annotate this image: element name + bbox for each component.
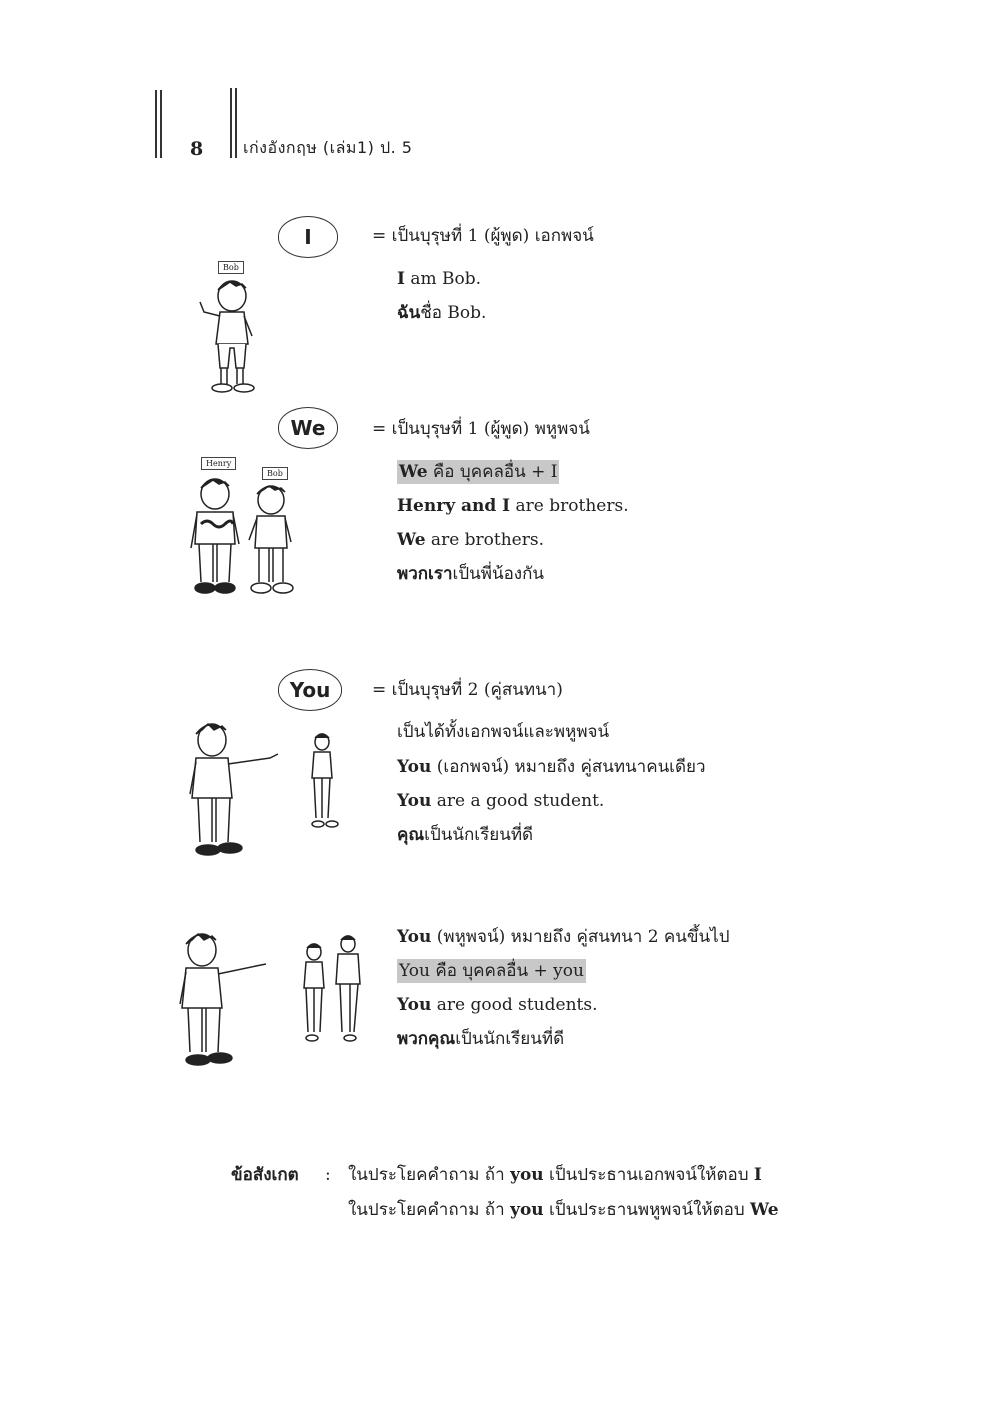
example-bold: คุณ bbox=[397, 825, 425, 845]
example-line bbox=[397, 528, 544, 552]
header-rule bbox=[160, 90, 162, 158]
example-line bbox=[397, 993, 597, 1017]
name-tag-bob: Bob bbox=[262, 467, 288, 480]
example-text: are brothers. bbox=[510, 496, 629, 516]
example-bold: You bbox=[397, 791, 432, 811]
note-colon: : bbox=[325, 1165, 331, 1185]
example-text: เป็นพี่น้องกัน bbox=[452, 564, 545, 584]
header-rule bbox=[230, 88, 232, 158]
example-bold: พวกเรา bbox=[397, 564, 453, 584]
example-text: (เอกพจน์) หมายถึง คู่สนทนาคนเดียว bbox=[431, 757, 706, 777]
example-bold: I bbox=[397, 269, 405, 289]
example-line bbox=[397, 1027, 564, 1051]
example-bold: You bbox=[397, 757, 432, 777]
example-line bbox=[397, 823, 533, 847]
definition-you: = เป็นบุรุษที่ 2 (คู่สนทนา) bbox=[372, 680, 563, 700]
example-text: ชื่อ Bob. bbox=[420, 303, 487, 323]
example-text: am Bob. bbox=[404, 269, 482, 289]
rule-text: You คือ บุคคลอื่น + you bbox=[399, 961, 584, 981]
example-text: เป็นนักเรียนที่ดี bbox=[424, 825, 534, 845]
header-rule bbox=[235, 88, 237, 158]
example-line bbox=[397, 789, 604, 813]
example-line bbox=[397, 755, 706, 779]
pointing-boy-illustration bbox=[182, 718, 352, 863]
example-text: (พหูพจน์) หมายถึง คู่สนทนา 2 คนขึ้นไป bbox=[431, 927, 730, 947]
two-boys-illustration bbox=[185, 470, 305, 605]
note-text: เป็นประธานเอกพจน์ให้ตอบ bbox=[543, 1165, 754, 1185]
example-bold: You bbox=[397, 927, 432, 947]
description-line: เป็นได้ทั้งเอกพจน์และพหูพจน์ bbox=[397, 722, 610, 742]
note-text: ในประโยคคำถาม ถ้า bbox=[348, 1165, 511, 1185]
example-bold: You bbox=[397, 995, 432, 1015]
note-label-text: ข้อสังเกต bbox=[231, 1165, 299, 1185]
note-bold: you bbox=[510, 1165, 544, 1185]
note-label bbox=[231, 1163, 299, 1187]
example-text: are good students. bbox=[431, 995, 598, 1015]
rule-bold: We bbox=[399, 462, 428, 482]
example-text: are brothers. bbox=[425, 530, 544, 550]
example-bold: ฉัน bbox=[397, 303, 421, 323]
example-line bbox=[397, 925, 730, 949]
rule-line-you bbox=[397, 959, 586, 983]
example-bold: พวกคุณ bbox=[397, 1029, 456, 1049]
note-text: เป็นประธานพหูพจน์ให้ตอบ bbox=[543, 1200, 751, 1220]
note-bold: I bbox=[753, 1165, 762, 1185]
page-header-title: เก่งอังกฤษ (เล่ม1) ป. 5 bbox=[243, 138, 413, 157]
note-line bbox=[348, 1198, 779, 1222]
note-bold: We bbox=[750, 1200, 779, 1220]
pronoun-bubble-you: You bbox=[278, 669, 342, 711]
note-text: ในประโยคคำถาม ถ้า bbox=[348, 1200, 511, 1220]
name-tag-henry: Henry bbox=[201, 457, 236, 470]
pronoun-bubble-we: We bbox=[278, 407, 338, 449]
example-bold: We bbox=[397, 530, 426, 550]
example-line bbox=[397, 494, 629, 518]
example-text: are a good student. bbox=[431, 791, 605, 811]
header-rule bbox=[155, 90, 157, 158]
example-line bbox=[397, 267, 481, 291]
boy-illustration-bob bbox=[190, 272, 270, 402]
name-tag-bob: Bob bbox=[218, 261, 244, 274]
example-line bbox=[397, 301, 486, 325]
pointing-boy-two-students-illustration bbox=[172, 928, 372, 1076]
definition-i: = เป็นบุรุษที่ 1 (ผู้พูด) เอกพจน์ bbox=[372, 226, 594, 246]
example-text: เป็นนักเรียนที่ดี bbox=[455, 1029, 565, 1049]
pronoun-bubble-i: I bbox=[278, 216, 338, 258]
page-number: 8 bbox=[190, 138, 204, 160]
example-bold: Henry and I bbox=[397, 496, 511, 516]
definition-we: = เป็นบุรุษที่ 1 (ผู้พูด) พหูพจน์ bbox=[372, 419, 590, 439]
note-bold: you bbox=[510, 1200, 544, 1220]
rule-line-we bbox=[397, 460, 559, 484]
rule-text: คือ บุคคลอื่น + I bbox=[427, 462, 558, 482]
example-line bbox=[397, 562, 544, 586]
note-line bbox=[348, 1163, 762, 1187]
